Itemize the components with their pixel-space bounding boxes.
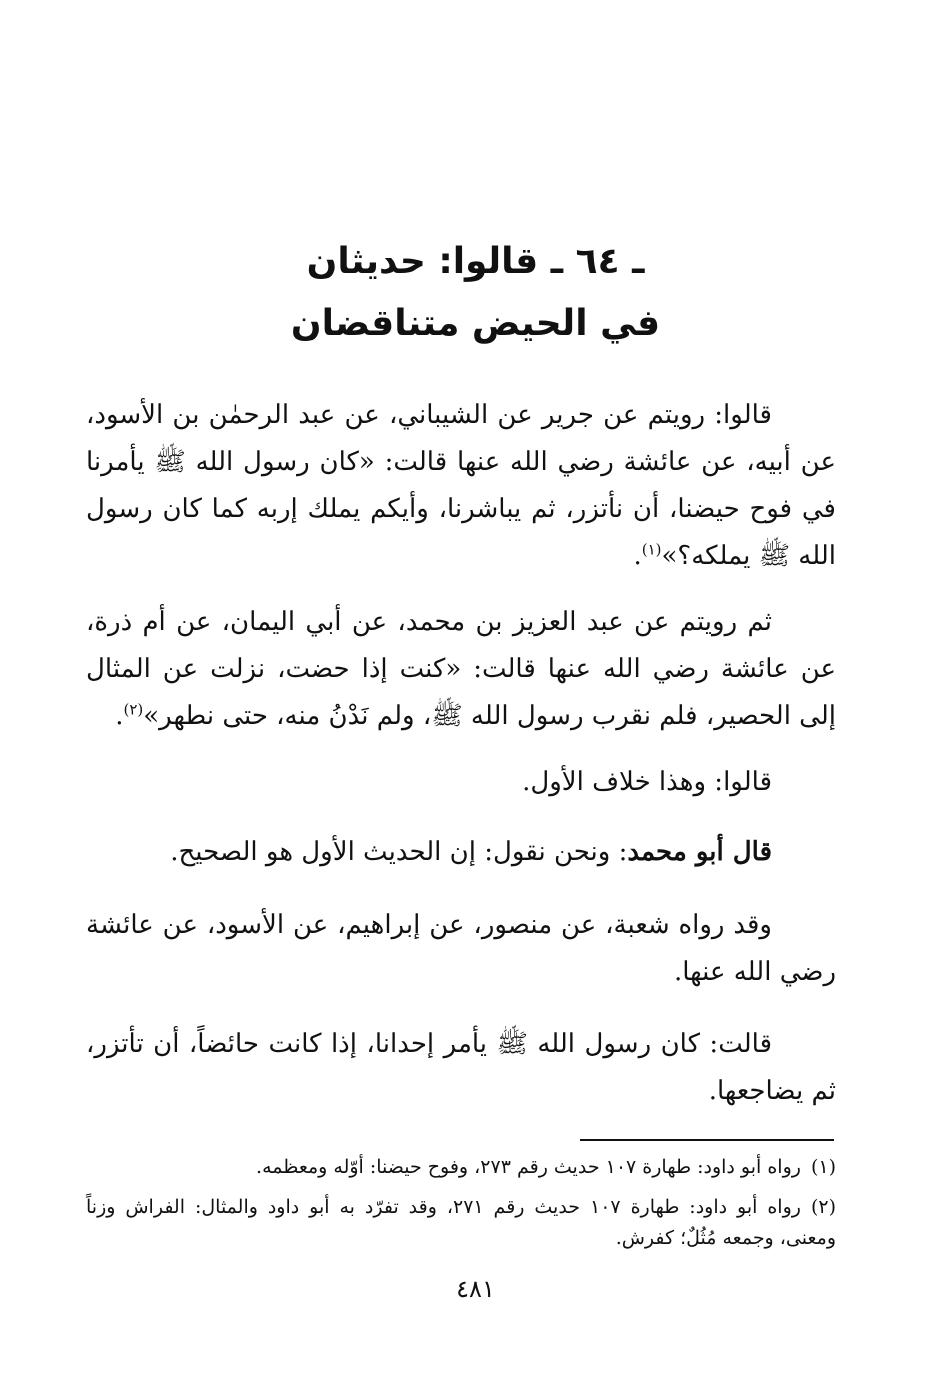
paragraph-4 xyxy=(86,829,836,876)
paragraph-1-end: . xyxy=(633,541,642,571)
chapter-title-line-1: ـ ٦٤ ـ قالوا: حديثان xyxy=(306,241,645,282)
paragraph-1 xyxy=(86,392,836,580)
paragraph-4-text: : ونحن نقول: إن الحديث الأول هو الصحيح. xyxy=(170,837,628,867)
paragraph-6 xyxy=(86,1021,836,1115)
paragraph-1-text: قالوا: رويتم عن جرير عن الشيباني، عن عبد الرحمٰن بن الأسود، عن أبيه، عن عائشة رضي الله عنها قالت: «كان رسول الله ﷺ يأمرنا في فوح حيضنا، أن نأتزر، ثم يباشرنا، وأيكم يملك إربه كما كان رسول الله ﷺ يملكه؟» xyxy=(86,400,836,571)
footnote-2-text: رواه أبو داود: طهارة ١٠٧ حديث رقم ٢٧١، وقد تفرّد به أبو داود والمثال: الفراش وزناً ومعنى، وجمعه مُثُلٌ؛ كفرش. xyxy=(86,1196,836,1249)
paragraph-6-text: قالت: كان رسول الله ﷺ يأمر إحدانا، إذا كانت حائضاً، أن تأتزر، ثم يضاجعها. xyxy=(86,1029,836,1106)
paragraph-5-text: وقد رواه شعبة، عن منصور، عن إبراهيم، عن الأسود، عن عائشة رضي الله عنها. xyxy=(86,910,836,987)
paragraph-2-end: . xyxy=(115,701,124,731)
paragraph-5 xyxy=(86,902,836,996)
paragraph-3-text: قالوا: وهذا خلاف الأول. xyxy=(522,767,772,797)
paragraph-2 xyxy=(86,599,836,740)
chapter-title-line-2: في الحيض متناقضان xyxy=(290,303,661,344)
footnote-divider xyxy=(580,1139,834,1141)
footnote-2-number: (٢) xyxy=(810,1196,836,1218)
footnote-ref-2: (٢) xyxy=(123,700,144,719)
page-number: ٤٨١ xyxy=(456,1275,495,1303)
footnote-ref-1: (١) xyxy=(641,540,662,559)
paragraph-2-text: ثم رويتم عن عبد العزيز بن محمد، عن أبي اليمان، عن أم ذرة، عن عائشة رضي الله عنها قالت: «كنت إذا حضت، نزلت عن المثال إلى الحصير، فلم نقرب رسول الله ﷺ، ولم نَدْنُ منه، حتى نطهر» xyxy=(86,607,836,731)
footnote-2 xyxy=(86,1192,836,1254)
speaker-name: قال أبو محمد xyxy=(627,837,772,867)
footnote-1-number: (١) xyxy=(810,1156,836,1178)
footnote-1-text: رواه أبو داود: طهارة ١٠٧ حديث رقم ٢٧٣، وفوح حيضنا: أوّله ومعظمه. xyxy=(256,1156,801,1178)
paragraph-3 xyxy=(86,759,836,806)
footnote-1 xyxy=(86,1152,836,1183)
